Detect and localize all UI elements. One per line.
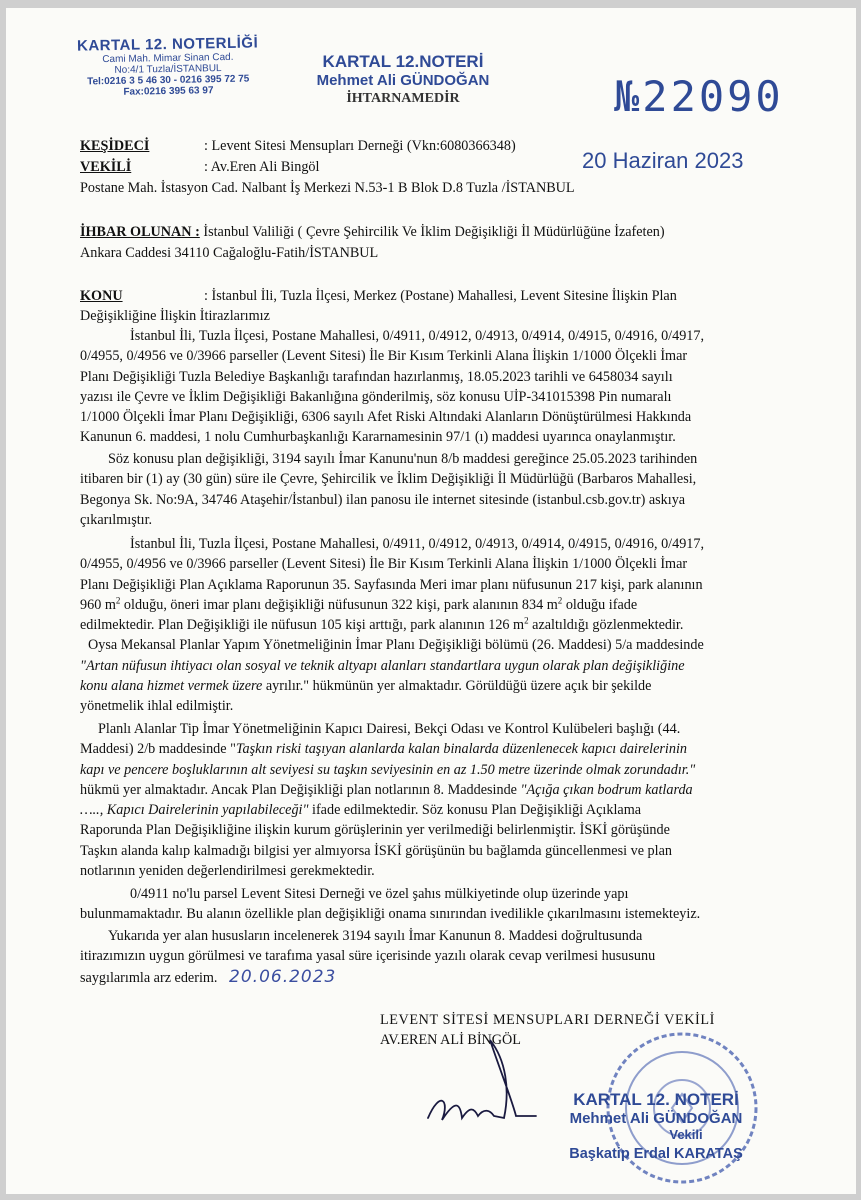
body-text: saygılarımla arz ederim. [80,969,218,986]
quote-text: Taşkın riski taşıyan alanlarda kalan binalarda düzenlenecek kapıcı dairelerinin [235,741,687,758]
notary-stamp-doc-type: İHTARNAMEDİR [346,91,460,106]
paragraph-line: Taşkın alanda kalıp kalmadığı bilgisi yer almıyorsa İSKİ görüşünün bu bağlamda güncellenmesi ve plan [80,842,672,859]
office-stamp-line3: Tel:0216 3 5 46 30 - 0216 395 72 75 [87,73,250,88]
quote-text: ….., Kapıcı Dairelerinin yapılabileceği" [80,802,309,819]
document-page [6,8,856,1194]
ihbar-address: Ankara Caddesi 34110 Cağaloğlu-Fatih/İSTANBUL [80,245,379,261]
konu-value-2: Değişikliğine İlişkin İtirazlarımız [80,308,270,324]
paragraph-line: Planı Değişikliği Plan Açıklama Raporunun 35. Sayfasında Meri imar planı nüfusunun 217 kişi, park alanının [80,576,703,593]
konu-row [80,286,123,306]
body-text: ifade edilmektedir. Söz konusu Plan Değişikliği Açıklama [308,802,642,819]
paragraph-line: Planı Değişikliği Tuzla Belediye Başkanlığı tarafından hazırlanmış, 18.05.2023 tarihli ve 6458034 sayılı [80,368,673,385]
notary-stamp [298,52,508,107]
body-text: Maddesi) 2/b maddesinde " [80,741,236,758]
paragraph-line [80,967,770,988]
area-text: olduğu ifade [562,596,638,613]
handwritten-date: 20.06.2023 [229,966,337,987]
paragraph-line: notlarının yeniden değerlendirilmesi gerekmektedir. [80,863,375,880]
superscript: 2 [524,615,529,626]
office-stamp-line4: Fax:0216 395 63 97 [123,85,214,98]
paragraph-line [80,739,770,759]
office-stamp [67,34,268,98]
paragraph-line: itibaren bir (1) ay (30 gün) süre ile Çevre, Şehircilik ve İklim Değişikliği İl Müdürlüğü (Barbaros Mahallesi, [80,471,697,488]
footer-stamp-role: Vekili [669,1127,703,1142]
paragraph-line [80,780,770,800]
paragraph-line: Begonya Sk. No:9A, 34746 Ataşehir/İstanbul) ilan panosu ile internet sitesinde (istanbul.csb.gov.tr) askıya [80,491,686,508]
paragraph-line: 1/1000 Ölçekli İmar Planı Değişikliği, 6306 sayılı Afet Riski Altındaki Alanların Dönüştürülmesi Hakkında [80,409,692,426]
paragraph-5 [80,884,770,925]
paragraph-line: 0/4955, 0/4956 ve 0/3966 parseller (Levent Sitesi) İle Bir Kısım Terkinli Alana İlişkin 1/1000 Ölçekli İmar [80,556,688,573]
footer-stamp-chief: Başkatip Erdal KARATAŞ [569,1146,743,1162]
paragraph-line: "Artan nüfusun ihtiyacı olan sosyal ve teknik altyapı alanları standartlara uygun olarak plan değişikliğine [80,657,685,674]
paragraph-1 [80,326,770,448]
superscript: 2 [115,595,121,606]
body-text: ayrılır." hükmünün yer almaktadır. Görüldüğü üzere açık bir şekilde [262,678,652,695]
signature-line-1: LEVENT SİTESİ MENSUPLARI DERNEĞİ VEKİLİ [380,1012,715,1028]
paragraph-line: Kanunun 6. maddesi, 1 nolu Cumhurbaşkanlığı Kararnamesinin 97/1 (ı) maddesi uyarınca onaylanmıştır. [80,429,676,446]
paragraph-4 [80,719,770,881]
document-number: №22090 [614,72,784,121]
paragraph-line: bulunmamaktadır. Bu alanın özellikle plan değişikliği onama sınırından ivedilikle çıkarılmasını istemekteyiz. [80,906,701,923]
quote-text: konu alana hizmet vermek üzere [80,678,263,695]
paragraph-line: Raporunda Plan Değişikliğine ilişkin kurum görüşlerinin yer verilmediği belirlenmiştir. İSKİ görüşünde [80,822,670,839]
paragraph-line [80,615,770,635]
area-text: edilmektedir. Plan Değişikliği ile nüfusun 105 kişi arttığı, park alanının 126 m [80,617,525,634]
kesideci-value: : Levent Sitesi Mensupları Derneği (Vkn:6080366348) [204,138,516,154]
vekili-address: Postane Mah. İstasyon Cad. Nalbant İş Merkezi N.53-1 B Blok D.8 Tuzla /İSTANBUL [80,180,575,196]
ihbar-value: İstanbul Valiliği ( Çevre Şehircilik Ve İklim Değişikliği İl Müdürlüğüne İzafeten) [203,224,665,240]
paragraph-line: itirazımızın uygun görülmesi ve tarafıma yasal süre içerisinde yazılı olarak cevap verilmesi hususunu [80,948,656,965]
handwritten-signature [420,1030,550,1130]
paragraph-line: Planlı Alanlar Tip İmar Yönetmeliğinin Kapıcı Dairesi, Bekçi Odası ve Kontrol Kulübeleri başlığı (44. [98,721,681,737]
paragraph-line: İstanbul İli, Tuzla İlçesi, Postane Mahallesi, 0/4911, 0/4912, 0/4913, 0/4914, 0/4915, 0/4916, 0/4917, [130,328,705,344]
notary-stamp-title: KARTAL 12.NOTERİ [322,52,484,71]
paragraph-line [80,800,770,820]
office-stamp-line2: No:4/1 Tuzla/İSTANBUL [114,63,222,76]
konu-value: : İstanbul İli, Tuzla İlçesi, Merkez (Postane) Mahallesi, Levent Sitesine İlişkin Plan [204,288,677,304]
paragraph-line: kapı ve pencere boşluklarının alt seviyesi su taşkın seviyesinin en az 1.50 metre üzerinde olmak zorundadır." [80,761,696,778]
vekili-label: VEKİLİ [80,159,132,175]
superscript: 2 [557,595,563,606]
body-text: hükmü yer almaktadır. Ancak Plan Değişikliği plan notlarının 8. Maddesinde [80,781,521,798]
area-text: 960 m [80,596,116,613]
vekili-value: : Av.Eren Ali Bingöl [204,159,320,175]
footer-stamp-name: Mehmet Ali GÜNDOĞAN [569,1110,743,1127]
footer-stamp [546,1090,766,1162]
vekili-row [80,157,131,177]
konu-label: KONU [80,288,123,304]
area-text: olduğu, öneri imar planı değişikliği nüfusunun 322 kişi, park alanının 834 m [120,596,558,613]
quote-text: "Açığa çıkan bodrum katlarda [520,781,693,798]
paragraph-line: yönetmelik ihlal edilmiştir. [80,698,234,715]
footer-stamp-title: KARTAL 12. NOTERİ [573,1090,739,1109]
paragraph-line: Oysa Mekansal Planlar Yapım Yönetmeliğinin İmar Planı Değişikliği bölümü (26. Maddesi) 5/a maddesinde [88,637,704,654]
office-stamp-line1: Cami Mah. Mimar Sinan Cad. [102,51,234,66]
paragraph-line [80,676,770,696]
ihbar-row [80,222,665,242]
paragraph-line: 0/4911 no'lu parsel Levent Sitesi Derneği ve özel şahıs mülkiyetinde olup üzerinde yapı [130,886,629,902]
paragraph-6 [80,926,770,988]
signature-line-2: AV.EREN ALİ BİNGÖL [380,1032,521,1048]
kesideci-row [80,136,149,156]
area-text: azaltıldığı gözlenmektedir. [528,617,684,634]
kesideci-label: KEŞİDECİ [80,138,150,154]
paragraph-3 [80,534,770,717]
paragraph-line: İstanbul İli, Tuzla İlçesi, Postane Mahallesi, 0/4911, 0/4912, 0/4913, 0/4914, 0/4915, 0/4916, 0/4917, [130,536,705,552]
paragraph-2 [80,449,770,530]
paragraph-line: Yukarıda yer alan hususların incelenerek 3194 sayılı İmar Kanunun 8. Maddesi doğrultusunda [108,928,643,944]
paragraph-line: yazısı ile Çevre ve İklim Değişikliği Bakanlığına gönderilmiş, söz konusu UİP-341015398 Pin numaralı [80,388,672,405]
paragraph-line: Söz konusu plan değişikliği, 3194 sayılı İmar Kanunu'nun 8/b maddesi gereğince 25.05.2023 tarihinden [108,451,698,467]
office-stamp-title: KARTAL 12. NOTERLİĞİ [76,34,259,55]
paragraph-line: 0/4955, 0/4956 ve 0/3966 parseller (Levent Sitesi) İle Bir Kısım Terkinli Alana İlişkin 1/1000 Ölçekli İmar [80,348,688,365]
paragraph-line [80,595,770,615]
notary-stamp-name: Mehmet Ali GÜNDOĞAN [316,72,490,89]
date-stamp: 20 Haziran 2023 [582,148,744,173]
ihbar-label: İHBAR OLUNAN : [80,224,200,240]
paragraph-line: çıkarılmıştır. [80,511,153,528]
